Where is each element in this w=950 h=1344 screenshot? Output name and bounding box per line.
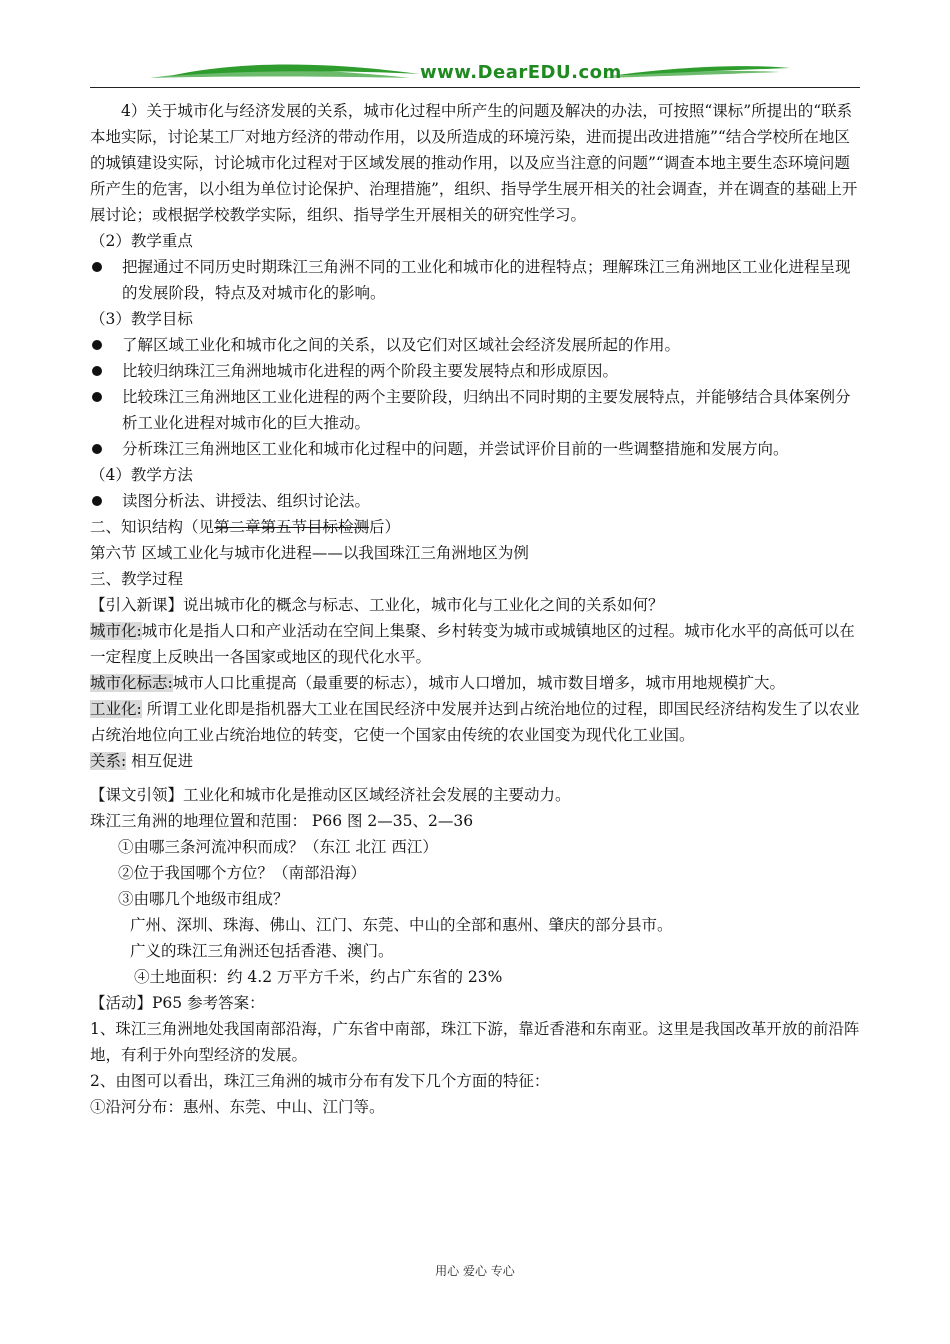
question-1: ①由哪三条河流冲积而成？（东江 北江 西江） bbox=[118, 838, 438, 856]
paragraph-4: 4）关于城市化与经济发展的关系，城市化过程中所产生的问题及解决的办法，可按照“课标”所提出的“联系本地实际，讨论某工厂对地方经济的带动作用，以及所造成的环境污染，进而提出改进措施”“结合学校所在地区的城镇建设实际，讨论城市化过程对于区域发展的推动作用，以及应当注意的问题”“调查本地主要生态环境问题所产生的危害，以小组为单位讨论保护、治理措施”，组织、指导学生展开相关的社会调查，并在调查的基础上开展讨论；或根据学校教学实际，组织、指导学生开展相关的研究性学习。 bbox=[90, 102, 858, 224]
activity-heading: 【活动】P65 参考答案： bbox=[90, 994, 265, 1012]
question-3: ③由哪几个地级市组成？ bbox=[118, 890, 289, 908]
page-footer: 用心 爱心 专心 bbox=[435, 1264, 515, 1278]
definition-industrialization: 工业化: 所谓工业化即是指机器大工业在国民经济中发展并达到占统治地位的过程，即国民经济结构发生了以农业占统治地位向工业占统治地位的转变，它使一个国家由传统的农业国变为现代化工业国。 bbox=[90, 700, 860, 744]
section-heading-methods: （4）教学方法 bbox=[90, 466, 193, 484]
cities-line: 广州、深圳、珠海、佛山、江门、东莞、中山的全部和惠州、肇庆的部分县市。 bbox=[130, 916, 673, 934]
header-rule bbox=[90, 87, 860, 88]
page-header bbox=[90, 54, 860, 94]
broad-definition-line: 广义的珠江三角洲还包括香港、澳门。 bbox=[130, 942, 394, 960]
bullet-icon bbox=[92, 262, 102, 272]
definition-urbanization: 城市化:城市化是指人口和产业活动在空间上集聚、乡村转变为城市或城镇地区的过程。城市化水平的高低可以在一定程度上反映出一各国家或地区的现代化水平。 bbox=[90, 622, 855, 666]
list-item: 分析珠江三角洲地区工业化和城市化过程中的问题，并尝试评价目前的一些调整措施和发展方向。 bbox=[90, 436, 860, 462]
answer-2: 2、由图可以看出，珠江三角洲的城市分布有发下几个方面的特征： bbox=[90, 1072, 550, 1090]
answer-2a: ①沿河分布：惠州、东莞、中山、江门等。 bbox=[90, 1098, 385, 1116]
list-item: 了解区域工业化和城市化之间的关系，以及它们对区域社会经济发展所起的作用。 bbox=[90, 332, 860, 358]
bullet-icon bbox=[92, 340, 102, 350]
question-2: ②位于我国哪个方位？（南部沿海） bbox=[118, 864, 367, 882]
bullet-icon bbox=[92, 496, 102, 506]
definition-urbanization-markers: 城市化标志:城市人口比重提高（最重要的标志），城市人口增加，城市数目增多，城市用地规模扩大。 bbox=[90, 674, 785, 692]
lesson-title: 第六节 区域工业化与城市化进程——以我国珠江三角洲地区为例 bbox=[90, 544, 529, 562]
list-item: 比较珠江三角洲地区工业化进程的两个主要阶段，归纳出不同时期的主要发展特点，并能够结合具体案例分析工业化进程对城市化的巨大推动。 bbox=[90, 384, 860, 436]
section-heading-focus: （2）教学重点 bbox=[90, 232, 193, 250]
section-heading-goals: （3）教学目标 bbox=[90, 310, 193, 328]
bullet-icon bbox=[92, 444, 102, 454]
list-item: 读图分析法、讲授法、组织讨论法。 bbox=[90, 488, 860, 514]
intro-paragraph: 【引入新课】说出城市化的概念与标志、工业化，城市化与工业化之间的关系如何？ bbox=[90, 596, 664, 614]
list-item: 把握通过不同历史时期珠江三角洲不同的工业化和城市化的进程特点；理解珠江三角洲地区工业化进程呈现的发展阶段，特点及对城市化的影响。 bbox=[90, 254, 860, 306]
bullet-icon bbox=[92, 392, 102, 402]
answer-1: 1、珠江三角洲地处我国南部沿海，广东省中南部，珠江下游，靠近香港和东南亚。这里是我国改革开放的前沿阵地，有利于外向型经济的发展。 bbox=[90, 1020, 860, 1064]
document-body bbox=[90, 98, 860, 1120]
question-4: ④土地面积：约 4.2 万平方千米，约占广东省的 23% bbox=[134, 968, 503, 986]
bullet-icon bbox=[92, 366, 102, 376]
list-item: 比较归纳珠江三角洲地城市化进程的两个阶段主要发展特点和形成原因。 bbox=[90, 358, 860, 384]
location-line: 珠江三角洲的地理位置和范围： P66 图 2—35、2—36 bbox=[90, 812, 474, 830]
definition-relationship: 关系: 相互促进 bbox=[90, 752, 194, 770]
site-brand[interactable]: www.DearEDU.com bbox=[420, 62, 622, 83]
guide-paragraph: 【课文引领】工业化和城市化是推动区区域经济社会发展的主要动力。 bbox=[90, 786, 571, 804]
knowledge-structure: 二、知识结构（见第二章第五节目标检测后） bbox=[90, 518, 401, 536]
process-heading: 三、教学过程 bbox=[90, 570, 184, 588]
